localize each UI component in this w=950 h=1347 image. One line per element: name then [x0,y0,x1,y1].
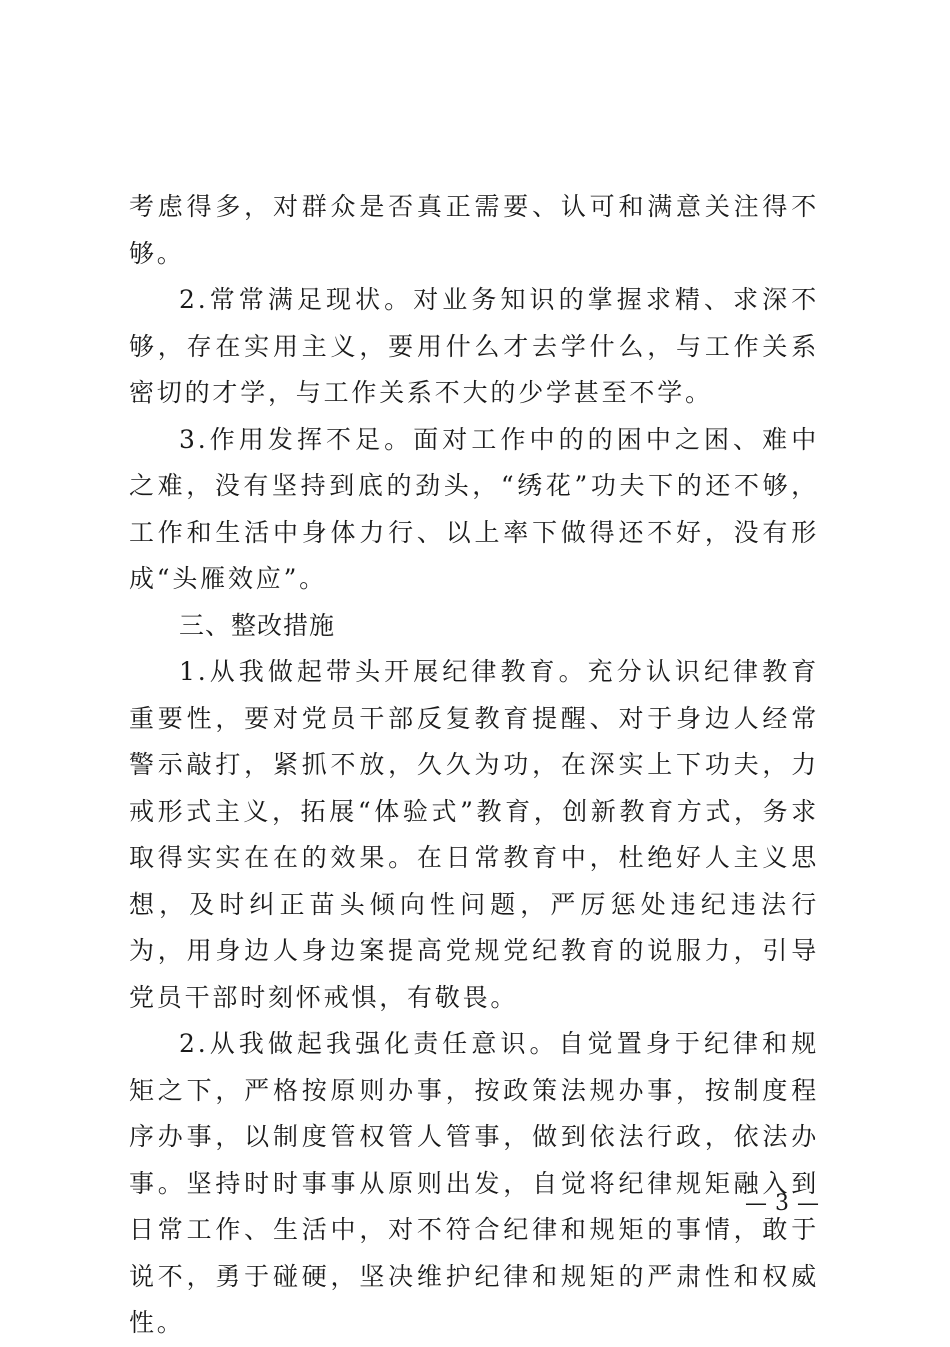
section-heading-rectification-measures: 三、整改措施 [179,610,336,640]
paragraph-measure-2: 2.从我做起我强化责任意识。自觉置身于纪律和规矩之下，严格按原则办事，按政策法规办事，按制度程序办事，以制度管权管人管事，做到依法行政，依法办事。坚持时时事事从原则出发，自觉将纪律规矩融入到日常工作、生活中，对不符合纪律和规矩的事情，敢于说不，勇于碰硬，坚决维护纪律和规矩的严肃性和权威性。 [129,1029,819,1337]
page-number: — 3 — [745,1191,820,1216]
paragraph-measure-1: 1.从我做起带头开展纪律教育。充分认识纪律教育重要性，要对党员干部反复教育提醒、对于身边人经常警示敲打，紧抓不放，久久为功，在深实上下功夫，力戒形式主义，拓展“体验式”教育，创新教育方式，务求取得实实在在的效果。在日常教育中，杜绝好人主义思想，及时纠正苗头倾向性问题，严厉惩处违纪违法行为，用身边人身边案提高党规党纪教育的说服力，引导党员干部时刻怀戒惧，有敬畏。 [129,657,819,1012]
paragraph-item-3: 3.作用发挥不足。面对工作中的的困中之困、难中之难，没有坚持到底的劲头，“绣花”功夫下的还不够，工作和生活中身体力行、以上率下做得还不好，没有形成“头雁效应”。 [129,424,819,593]
paragraph-item-2: 2.常常满足现状。对业务知识的掌握求精、求深不够，存在实用主义，要用什么才去学什么，与工作关系密切的才学，与工作关系不大的少学甚至不学。 [129,285,819,407]
document-body [129,184,819,1347]
paragraph-continuation: 考虑得多，对群众是否真正需要、认可和满意关注得不够。 [129,192,819,268]
